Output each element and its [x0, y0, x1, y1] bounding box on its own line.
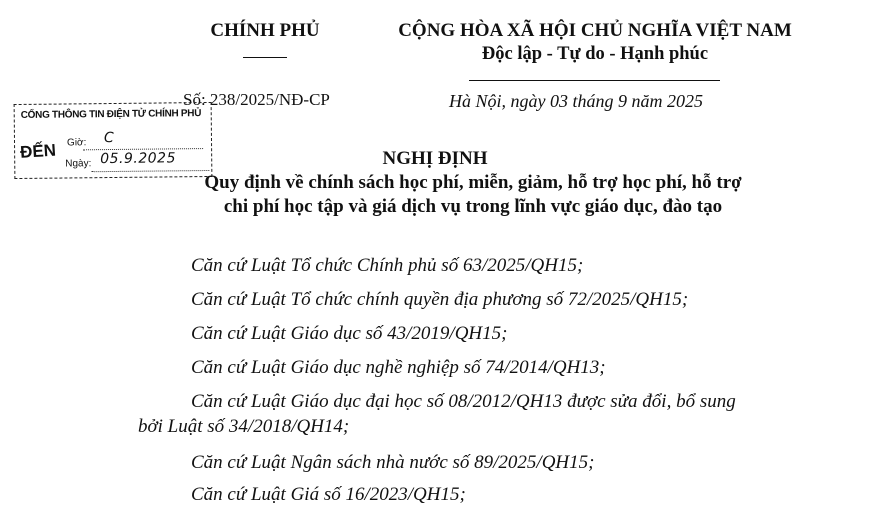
national-title: CỘNG HÒA XÃ HỘI CHỦ NGHĨA VIỆT NAM — [398, 20, 792, 41]
legal-basis-item: Căn cứ Luật Giá số 16/2023/QH15; — [191, 484, 466, 505]
legal-basis-item-continuation: bởi Luật số 34/2018/QH14; — [138, 416, 350, 437]
issuing-agency: CHÍNH PHỦ — [210, 20, 320, 41]
stamp-time-label: Giờ: — [66, 137, 87, 149]
legal-basis-item: Căn cứ Luật Tổ chức chính quyền địa phương số 72/2025/QH15; — [191, 289, 689, 310]
legal-basis-item: Căn cứ Luật Tổ chức Chính phủ số 63/2025/QH15; — [191, 255, 584, 276]
legal-basis-item: Căn cứ Luật Giáo dục số 43/2019/QH15; — [191, 323, 508, 344]
document-number: Số: 238/2025/NĐ-CP — [183, 90, 330, 109]
stamp-time-value: C — [103, 129, 114, 147]
legal-basis-item: Căn cứ Luật Giáo dục đại học số 08/2012/QH13 được sửa đổi, bổ sung — [191, 391, 736, 412]
document-subject-line-2: chi phí học tập và giá dịch vụ trong lĩnh vực giáo dục, đào tạo — [223, 196, 723, 217]
document-type: NGHỊ ĐỊNH — [382, 148, 488, 169]
stamp-received-label: ĐẾN — [19, 140, 57, 162]
national-motto: Độc lập - Tự do - Hạnh phúc — [481, 44, 709, 64]
document-subject-line-1: Quy định về chính sách học phí, miễn, giảm, hỗ trợ học phí, hỗ trợ — [204, 172, 742, 193]
stamp-date-value: 05.9.2025 — [100, 150, 177, 168]
place-and-date: Hà Nội, ngày 03 tháng 9 năm 2025 — [449, 91, 703, 111]
motto-underline — [469, 80, 720, 81]
stamp-organization: CỔNG THÔNG TIN ĐIỆN TỬ CHÍNH PHỦ — [20, 108, 202, 121]
legal-basis-item: Căn cứ Luật Ngân sách nhà nước số 89/2025/QH15; — [191, 452, 595, 473]
stamp-date-label: Ngày: — [65, 158, 92, 170]
agency-underline — [243, 57, 287, 58]
legal-basis-item: Căn cứ Luật Giáo dục nghề nghiệp số 74/2014/QH13; — [191, 357, 606, 378]
